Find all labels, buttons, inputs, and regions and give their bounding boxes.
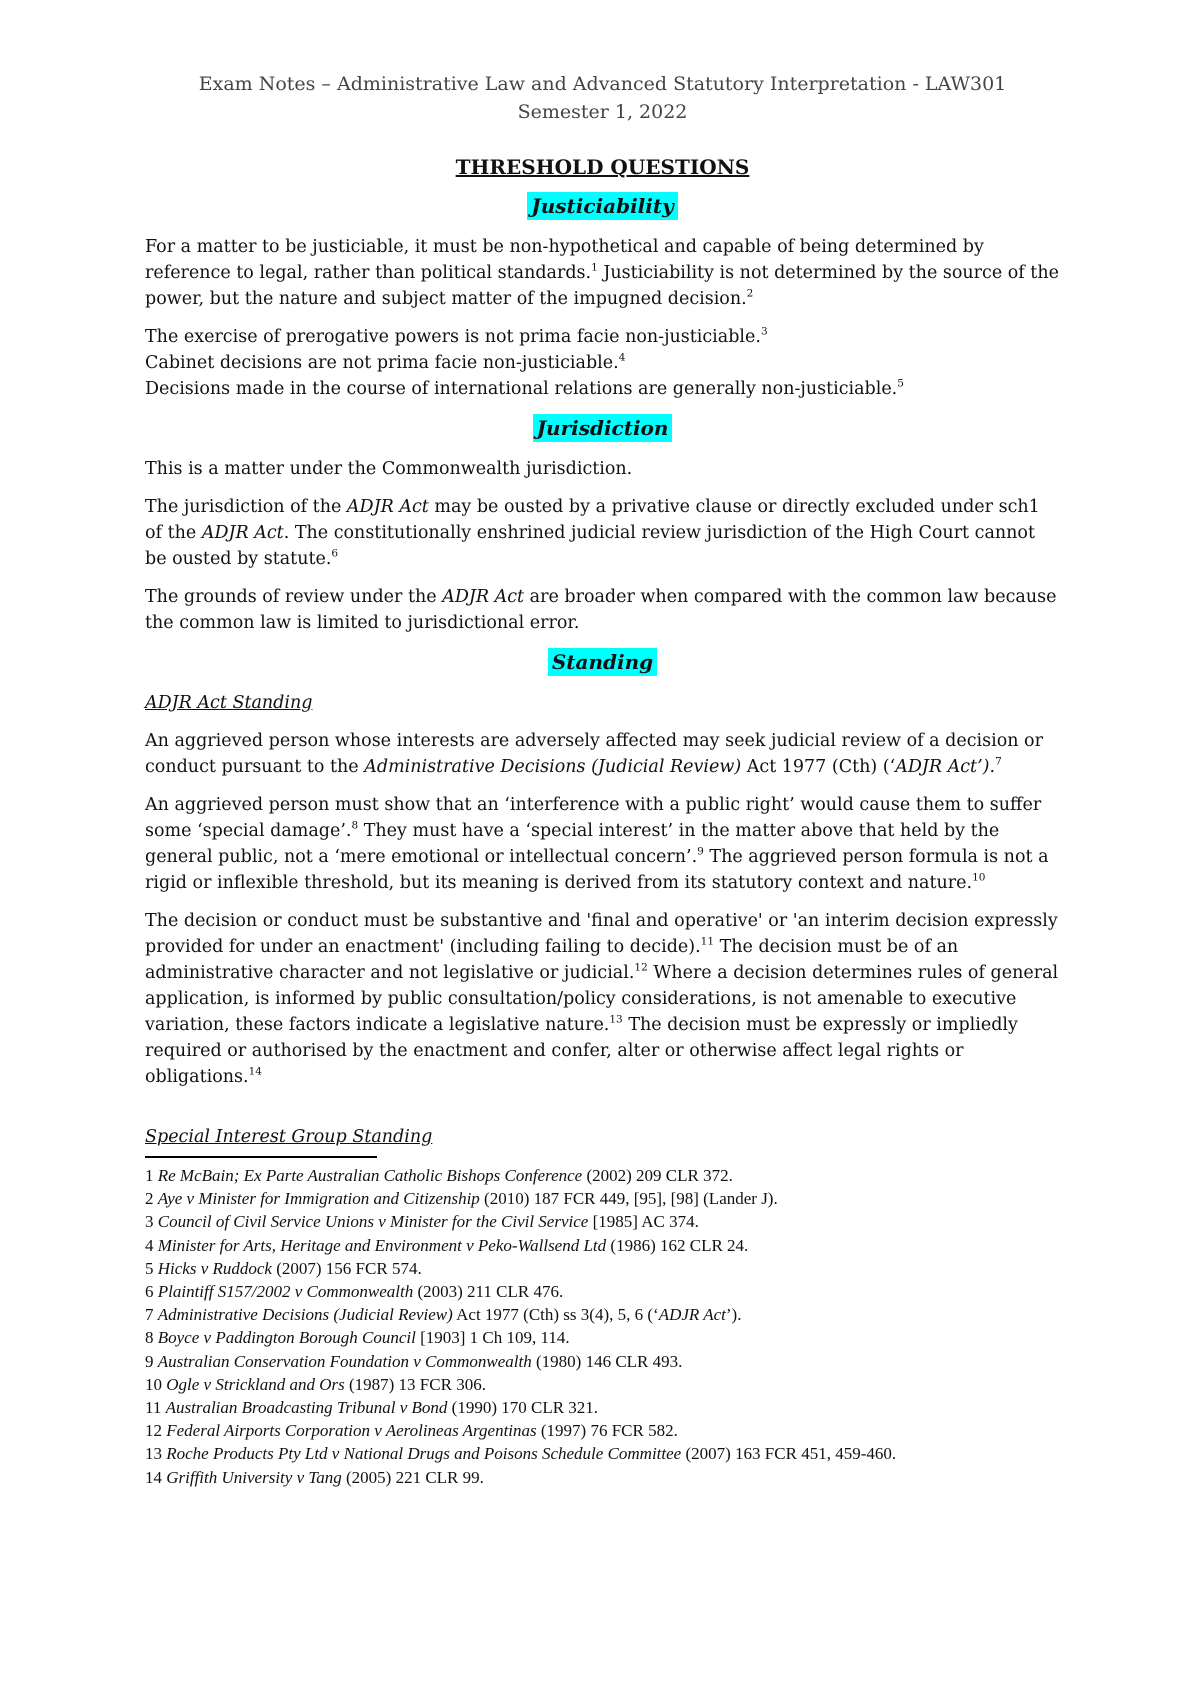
footnote-number: 1 (145, 1166, 154, 1185)
footnote-ref: 2 (746, 287, 754, 300)
footnote-item (145, 1257, 1060, 1280)
footnote-citation: (1990) 170 CLR 321. (447, 1398, 599, 1418)
footnote-separator (145, 1156, 377, 1158)
justiciability-line-prerogative: The exercise of prerogative powers is not prima facie non-justiciable.$^3$ (145, 325, 768, 347)
header-title: Exam Notes – Administrative Law and Advanced Statutory Interpretation - LAW301 (198, 73, 1007, 95)
footnote-number: 7 (145, 1305, 154, 1325)
footnote-item (145, 1350, 1060, 1373)
footnote-ref: 1 (591, 261, 598, 274)
footnote-item (145, 1234, 1060, 1257)
subheading-adjr-act-standing: ADJR Act Standing (145, 693, 313, 713)
footnote-case-name: Plaintiff S157/2002 v Commonwealth (157, 1282, 414, 1302)
footnote-number: 5 (145, 1258, 154, 1278)
jurisdiction-paragraph-3: The grounds of review under the ADJR Act are broader when compared with the common law because the common law is limited to jurisdictional error. (145, 587, 1057, 633)
footnote-citation: (1997) 76 FCR 582. (536, 1421, 678, 1441)
justiciability-line-cabinet: Cabinet decisions are not prima facie non-justiciable.$^4$ (145, 351, 626, 373)
footnote-ref: 11 (700, 935, 715, 948)
jurisdiction-paragraph-1: This is a matter under the Commonwealth jurisdiction. (145, 459, 633, 479)
footnote-case-name: Hicks v Ruddock (157, 1258, 272, 1278)
footnote-number: 12 (145, 1421, 162, 1441)
footnote-item (145, 1164, 1060, 1187)
footnote-case-name: Council of Civil Service Unions v Minister for the Civil Service (157, 1212, 589, 1232)
footnote-citation: (2007) 163 FCR 451, 459-460. (681, 1444, 897, 1464)
footnote-case-name: Griffith University v Tang (166, 1467, 342, 1487)
footnote-citation: [1985] AC 374. (588, 1212, 699, 1232)
footnote-item (145, 1187, 1060, 1210)
footnote-number: 6 (145, 1282, 154, 1302)
section-justiciability (145, 192, 1060, 220)
footnote-item (145, 1442, 1060, 1465)
footnote-number: 13 (145, 1444, 162, 1464)
footnote-ref: 10 (972, 871, 986, 884)
footnote-number: 3 (145, 1212, 154, 1232)
footnote-case-name: Boyce v Paddington Borough Council (157, 1328, 416, 1348)
footnote-case-name: Aye v Minister for Immigration and Citizenship (157, 1189, 480, 1209)
footnote-ref: 6 (331, 547, 339, 560)
footnote-case-name: Australian Conservation Foundation v Commonwealth (157, 1351, 532, 1371)
footnote-item (145, 1466, 1060, 1489)
footnote-case-name: Ogle v Strickland and Ors (166, 1374, 345, 1394)
subheading-special-interest-group-standing: Special Interest Group Standing (145, 1127, 433, 1147)
footnote-item (145, 1419, 1060, 1442)
footnote-item (145, 1373, 1060, 1396)
footnote-ref: 8 (351, 819, 359, 832)
page-title: THRESHOLD QUESTIONS (455, 155, 750, 179)
footnote-citation: (2003) 211 CLR 476. (413, 1282, 564, 1302)
footnote-citation: ’). (725, 1305, 742, 1325)
footnote-citation: (1980) 146 CLR 493. (531, 1351, 683, 1371)
footnote-citation: (2007) 156 FCR 574. (271, 1258, 422, 1278)
footnote-case-name: Australian Broadcasting Tribunal v Bond (165, 1398, 448, 1418)
footnote-number: 14 (145, 1467, 162, 1487)
footnote-case-name: Administrative Decisions (Judicial Review) (157, 1305, 453, 1325)
standing-paragraph-2: An aggrieved person must show that an ‘interference with a public right’ would cause them to suffer some ‘special damage’.$^8$ They must have a ‘special interest’ in the matter above that held by the general public, not a ‘mere emotional or intellectual concern’.$^9$ The aggrieved person formula is not a rigid or inflexible threshold, but its meaning is derived from its statutory context and nature.$^{10}$ (145, 795, 1049, 893)
footnote-citation: [1903] 1 Ch 109, 114. (415, 1328, 570, 1348)
footnote-ref: 4 (618, 351, 626, 364)
header-semester: Semester 1, 2022 (517, 101, 688, 123)
footnote-citation: (2005) 221 CLR 99. (341, 1467, 484, 1487)
footnote-case-name: Minister for Arts, Heritage and Environment v Peko-Wallsend Ltd (157, 1235, 607, 1255)
justiciability-line-international: Decisions made in the course of international relations are generally non-justiciable.$^5$ (145, 377, 904, 399)
footnote-number: 4 (145, 1235, 154, 1255)
footnote-citation: Act 1977 (Cth) ss 3(4), 5, 6 (‘ (452, 1305, 659, 1325)
section-heading-standing: Standing (548, 648, 657, 676)
section-heading-jurisdiction: Jurisdiction (533, 414, 673, 442)
footnote-number: 2 (145, 1189, 154, 1209)
footnote-citation: (2010) 187 FCR 449, [95], [98] (Lander J). (479, 1189, 778, 1209)
footnote-item (145, 1396, 1060, 1419)
footnote-ref: 5 (897, 377, 904, 390)
footnote-citation: (1987) 13 FCR 306. (344, 1374, 486, 1394)
footnote-ref: 12 (634, 961, 648, 974)
footnote-item (145, 1303, 1060, 1326)
footnote-item (145, 1210, 1060, 1233)
footnote-citation: (1986) 162 CLR 24. (606, 1235, 749, 1255)
section-jurisdiction (145, 414, 1060, 442)
footnote-case-name: Roche Products Pty Ltd v National Drugs and Poisons Schedule Committee (166, 1444, 682, 1464)
jurisdiction-paragraph-2: The jurisdiction of the ADJR Act may be ousted by a privative clause or directly excluded under sch1 of the ADJR Act. The constitutionally enshrined judicial review jurisdiction of the High Court cannot be ousted by statute.$^6$ (145, 497, 1040, 569)
standing-paragraph-1: An aggrieved person whose interests are adversely affected may seek judicial review of a decision or conduct pursuant to the Administrative Decisions (Judicial Review) Act 1977 (Cth) (‘ADJR Act’).$^7$ (145, 731, 1043, 777)
section-standing (145, 648, 1060, 676)
footnote-case-name: ADJR Act (658, 1305, 726, 1325)
footnote-case-name: Re McBain; Ex Parte Australian Catholic Bishops Conference (157, 1166, 583, 1185)
footnote-number: 11 (145, 1398, 162, 1418)
footnote-item (145, 1280, 1060, 1303)
footnote-number: 10 (145, 1374, 162, 1394)
standing-paragraph-3: The decision or conduct must be substantive and 'final and operative' or 'an interim decision expressly provided for under an enactment' (including failing to decide).$^{11}$ The decision must be of an administrative character and not legislative or judicial.$^{12}$ Where a decision determines rules of general application, is informed by public consultation/policy considerations, is not amenable to executive variation, these factors indicate a legislative nature.$^{13}$ The decision must be expressly or impliedly required or authorised by the enactment and confer, alter or otherwise affect legal rights or obligations.$^{14}$ (145, 911, 1059, 1087)
section-heading-justiciability: Justiciability (527, 192, 677, 220)
footnote-item (145, 1326, 1060, 1349)
footnote-case-name: Federal Airports Corporation v Aerolineas Argentinas (166, 1421, 537, 1441)
footnote-ref: 3 (760, 325, 768, 338)
footnote-ref: 7 (995, 755, 1002, 768)
footnote-ref: 14 (248, 1065, 262, 1078)
document-header (145, 70, 1060, 126)
footnote-citation: (2002) 209 CLR 372. (582, 1166, 733, 1185)
footnote-number: 8 (145, 1328, 154, 1348)
footnote-number: 9 (145, 1351, 154, 1371)
footnote-ref: 13 (609, 1013, 623, 1026)
footnotes-list (145, 1164, 1060, 1489)
justiciability-paragraph-1: For a matter to be justiciable, it must be non-hypothetical and capable of being determined by reference to legal, rather than political standards.$^1$ Justiciability is not determined by the source of the power, but the nature and subject matter of the impugned decision.$^2$ (145, 237, 1059, 309)
page-content (145, 70, 1060, 1489)
footnote-ref: 9 (697, 845, 704, 858)
